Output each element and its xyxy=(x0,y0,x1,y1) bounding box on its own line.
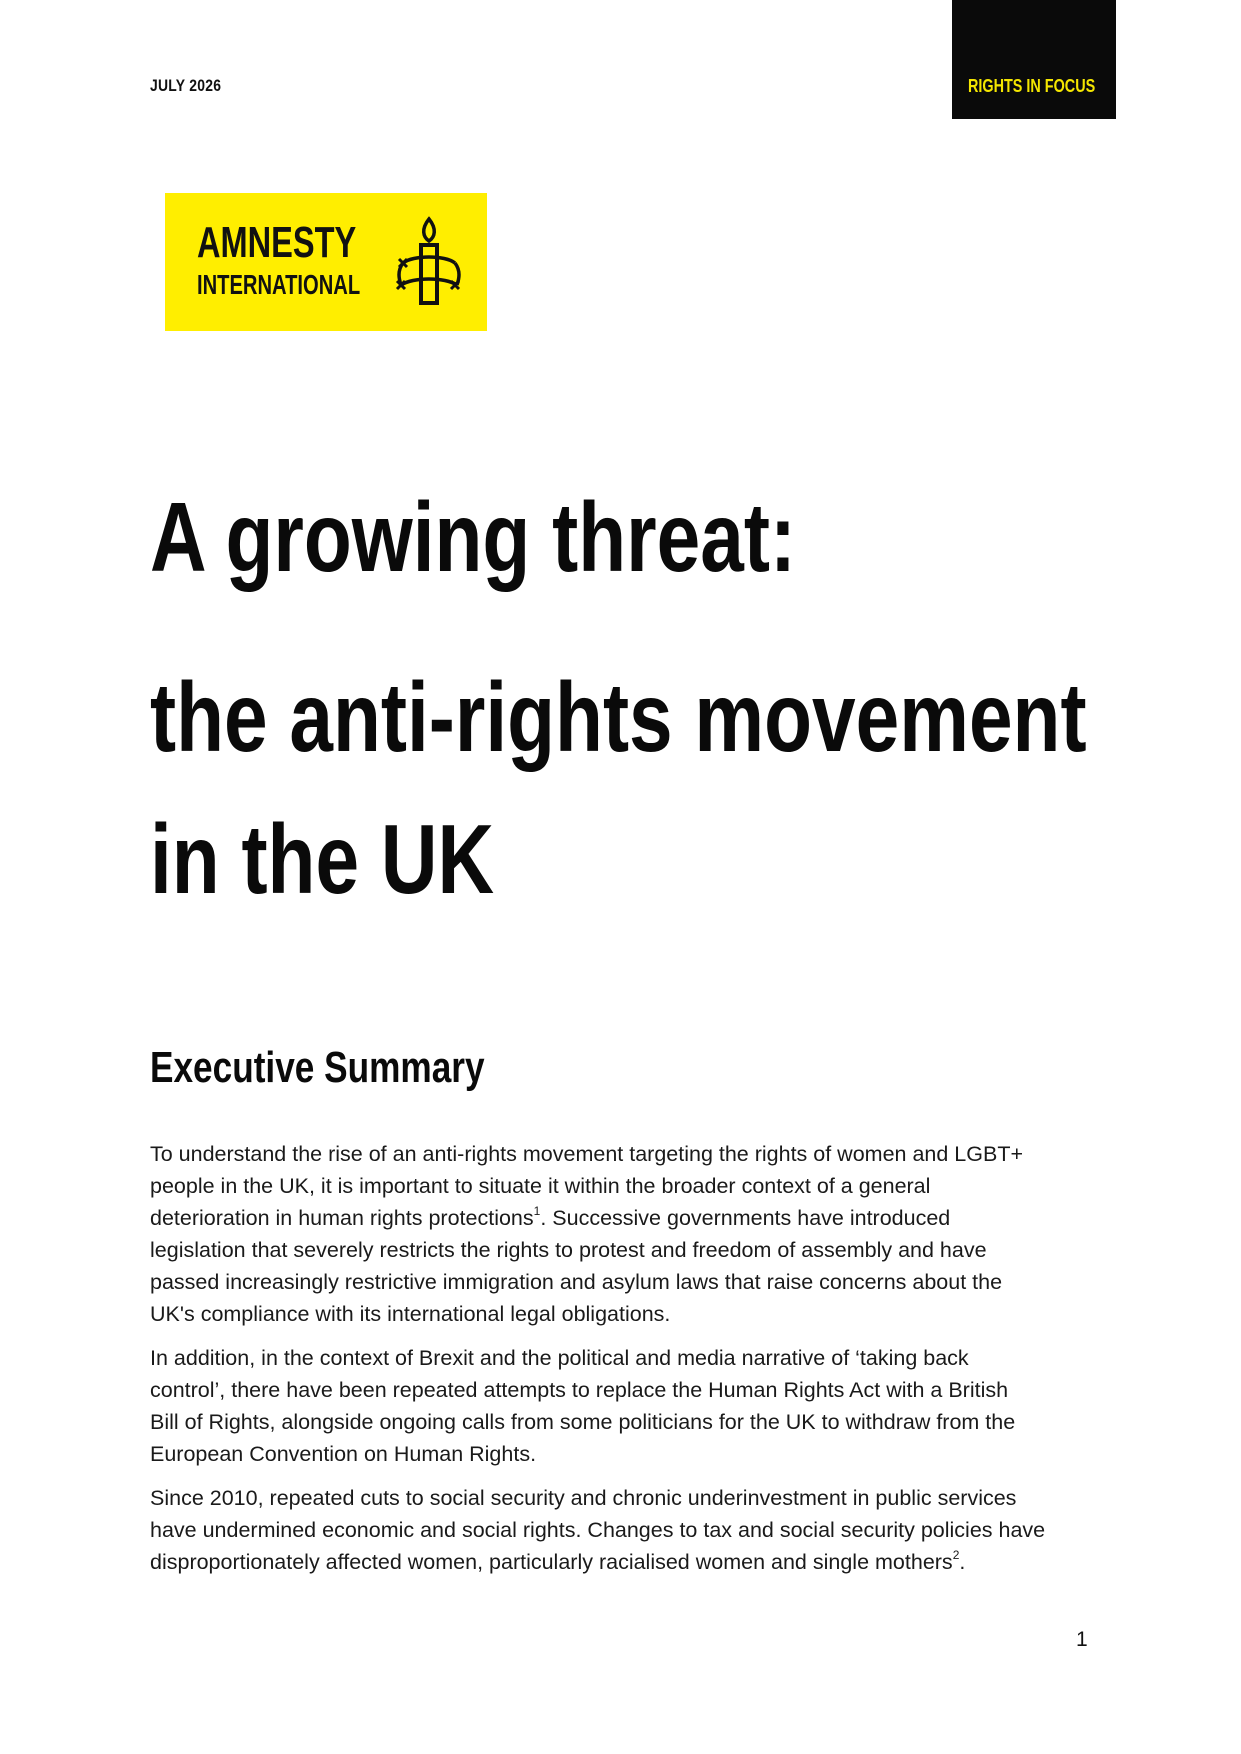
candle-barbed-wire-icon xyxy=(393,215,463,309)
report-date: JULY 2026 xyxy=(150,76,222,95)
text-line: To understand the rise of an anti-rights movement targeting the rights of women and LGBT+ xyxy=(150,1142,1024,1166)
text-line xyxy=(150,1546,1100,1578)
text-line xyxy=(150,1202,1100,1234)
text-segment: disproportionately affected women, particularly racialised women and single mothers xyxy=(150,1550,953,1574)
text-segment: deterioration in human rights protections xyxy=(150,1206,534,1230)
text-segment: . Successive governments have introduced xyxy=(540,1206,951,1230)
executive-summary-body xyxy=(150,1138,1100,1590)
title-line-1: A growing threat: xyxy=(150,482,797,592)
amnesty-logo xyxy=(165,193,487,331)
title-line-2: the anti-rights movement xyxy=(150,662,1087,772)
text-line: European Convention on Human Rights. xyxy=(150,1442,537,1466)
text-line: control’, there have been repeated attempts to replace the Human Rights Act with a British xyxy=(150,1378,1009,1402)
footnote-ref-1[interactable]: 1 xyxy=(533,1203,541,1218)
text-line: legislation that severely restricts the rights to protest and freedom of assembly and have xyxy=(150,1238,987,1262)
footnote-ref-2[interactable]: 2 xyxy=(952,1547,960,1562)
text-line: UK's compliance with its international legal obligations. xyxy=(150,1302,671,1326)
text-line: In addition, in the context of Brexit and the political and media narrative of ‘taking back xyxy=(150,1346,969,1370)
page-number: 1 xyxy=(1076,1628,1088,1651)
series-label: RIGHTS IN FOCUS xyxy=(968,76,1096,96)
series-badge xyxy=(952,0,1116,119)
text-line: passed increasingly restrictive immigration and asylum laws that raise concerns about the xyxy=(150,1270,1003,1294)
text-segment: . xyxy=(959,1550,966,1574)
section-heading: Executive Summary xyxy=(150,1043,485,1092)
text-line: Bill of Rights, alongside ongoing calls from some politicians for the UK to withdraw from the xyxy=(150,1410,1016,1434)
text-line: Since 2010, repeated cuts to social security and chronic underinvestment in public services xyxy=(150,1486,1017,1510)
text-line: have undermined economic and social rights. Changes to tax and social security policies have xyxy=(150,1518,1046,1542)
logo-wordmark-amnesty: AMNESTY xyxy=(197,218,357,267)
title-line-3: in the UK xyxy=(150,804,495,914)
text-line: people in the UK, it is important to situate it within the broader context of a general xyxy=(150,1174,931,1198)
paragraph-2 xyxy=(150,1342,1100,1470)
paragraph-1 xyxy=(150,1138,1100,1330)
paragraph-3 xyxy=(150,1482,1100,1578)
logo-wordmark-international: INTERNATIONAL xyxy=(197,269,361,300)
